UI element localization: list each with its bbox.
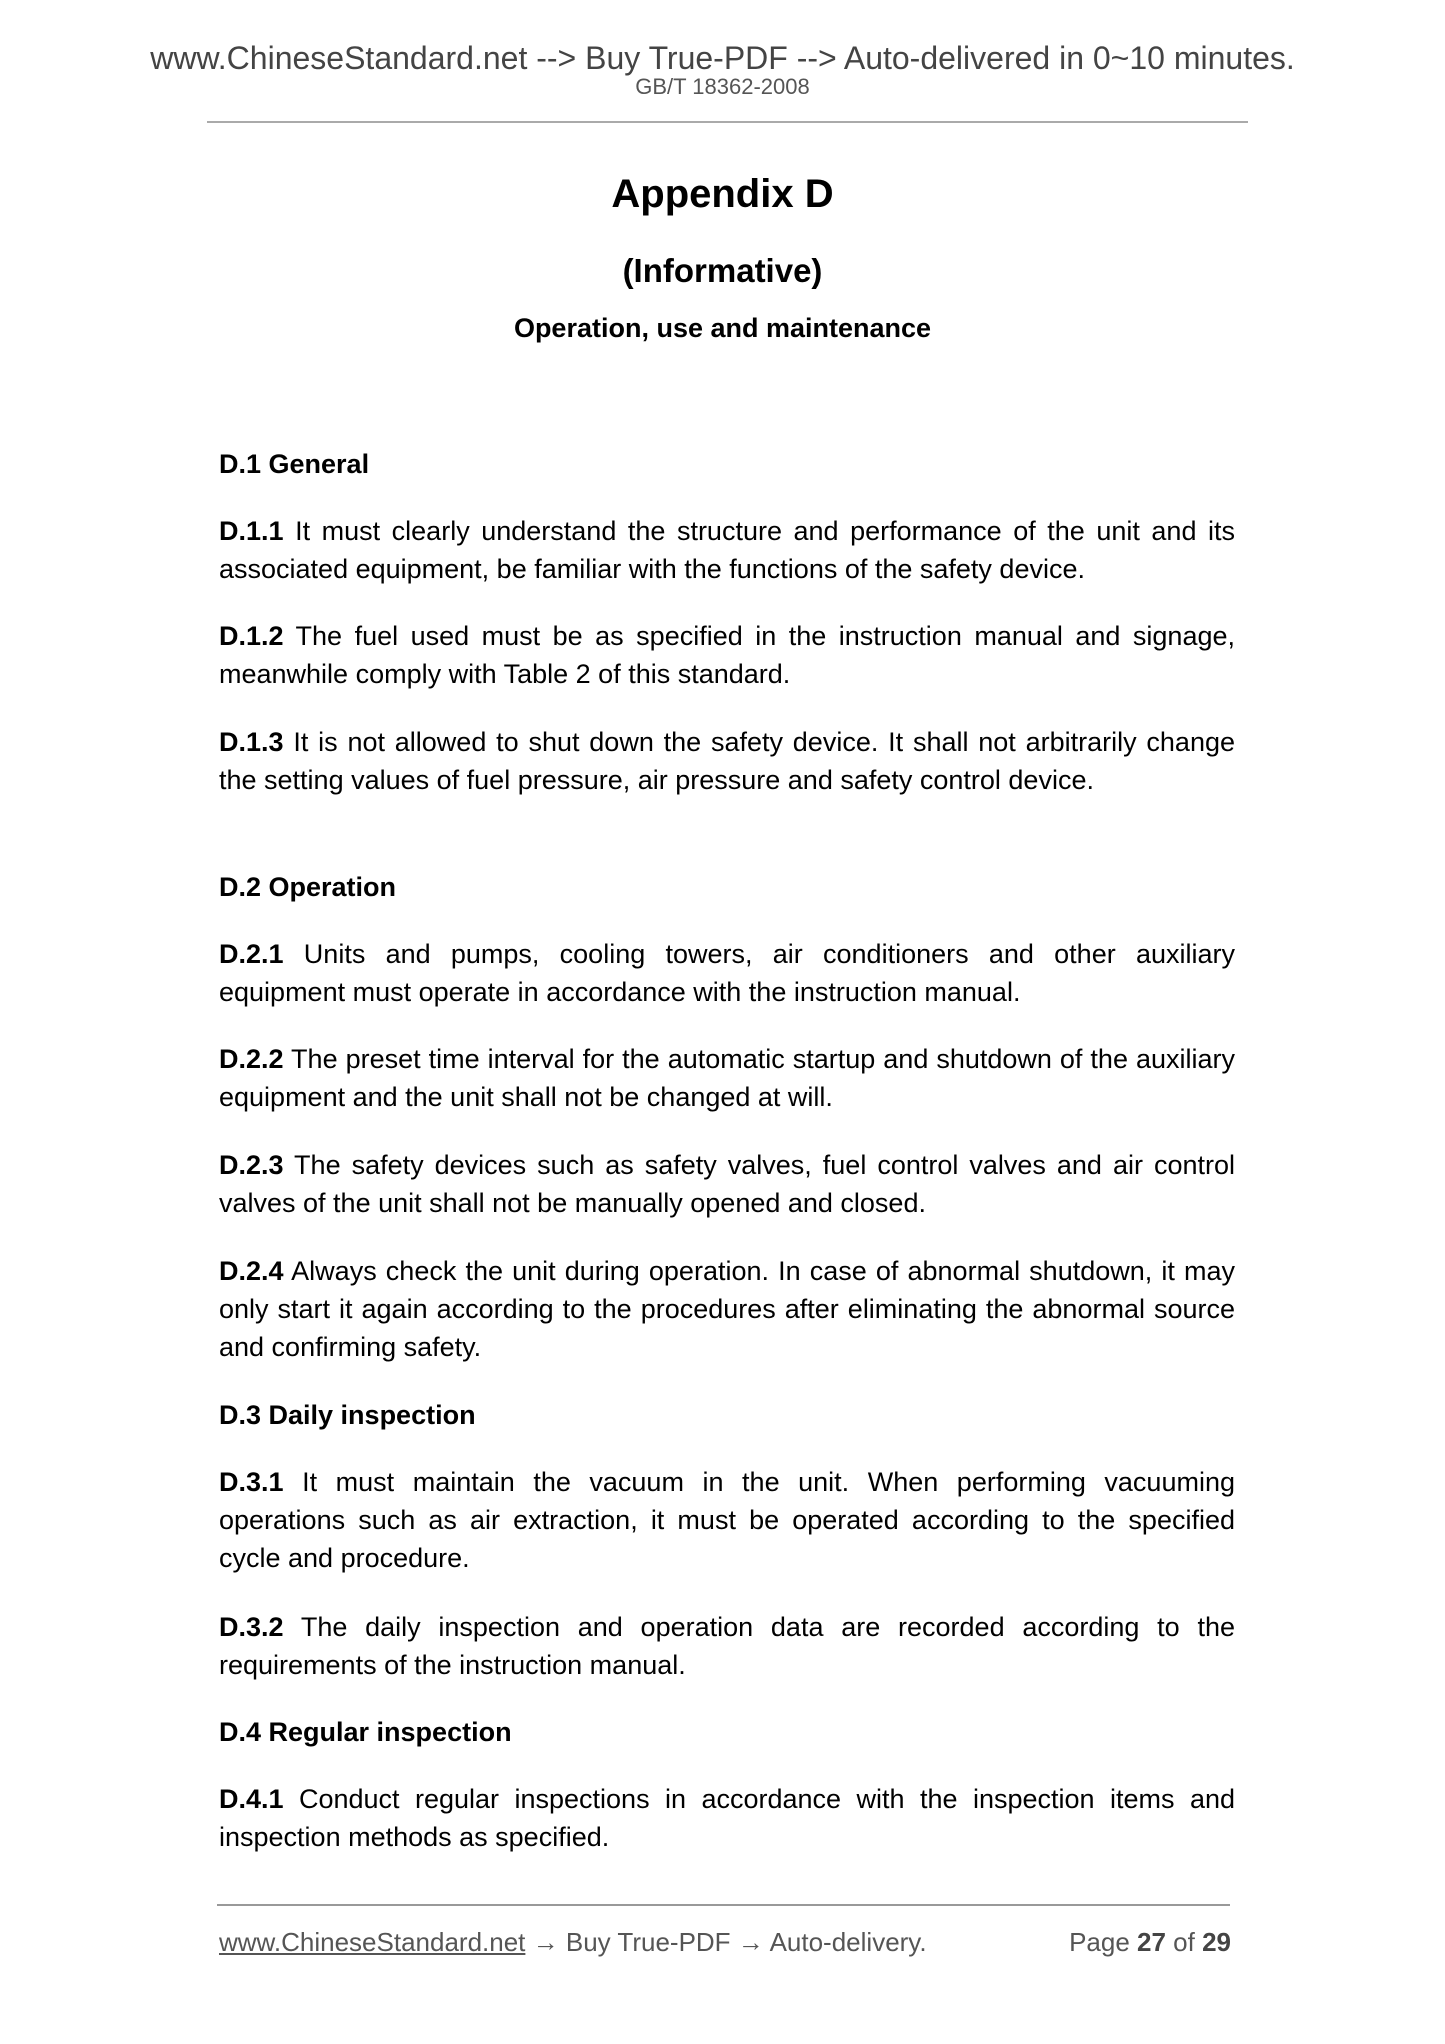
clause-number: D.3.1 [219, 1467, 284, 1497]
clause-text: It must maintain the vacuum in the unit. When performing vacuuming operations such as air extraction, it must be operated according to the specified cycle and procedure. [219, 1467, 1235, 1573]
section-heading: D.2 Operation [219, 872, 397, 902]
clause-text: Units and pumps, cooling towers, air conditioners and other auxiliary equipment must operate in accordance with the instruction manual. [219, 939, 1235, 1007]
clause [219, 617, 1235, 693]
standard-number: GB/T 18362-2008 [635, 74, 810, 99]
clause [219, 1780, 1235, 1856]
clause-text: It must clearly understand the structure and performance of the unit and its associated equipment, be familiar with the functions of the safety device. [219, 516, 1235, 584]
clause-number: D.1.1 [219, 516, 284, 546]
appendix-type: (Informative) [622, 252, 823, 289]
header-divider [207, 121, 1248, 123]
clause-number: D.2.2 [219, 1044, 284, 1074]
page-total: 29 [1202, 1927, 1231, 1957]
clause-text: Conduct regular inspections in accordance with the inspection items and inspection methods as specified. [219, 1784, 1235, 1852]
clause-text: Always check the unit during operation. In case of abnormal shutdown, it may only start it again according to the procedures after eliminating the abnormal source and confirming safety. [219, 1256, 1235, 1362]
clause-text: The daily inspection and operation data are recorded according to the requirements of the instruction manual. [219, 1612, 1235, 1680]
section-heading: D.4 Regular inspection [219, 1717, 512, 1747]
clause [219, 1252, 1235, 1366]
clause-number: D.1.3 [219, 727, 284, 757]
clause-text: The preset time interval for the automatic startup and shutdown of the auxiliary equipment and the unit shall not be changed at will. [219, 1044, 1235, 1112]
footer-text: → Buy True-PDF → Auto-delivery. [525, 1927, 927, 1957]
clause-number: D.3.2 [219, 1612, 284, 1642]
footer-divider [217, 1904, 1230, 1906]
clause [219, 935, 1235, 1011]
clause-number: D.4.1 [219, 1784, 284, 1814]
appendix-title: Appendix D [611, 172, 834, 216]
clause-number: D.2.4 [219, 1256, 284, 1286]
clause [219, 1463, 1235, 1577]
of-label: of [1165, 1927, 1203, 1957]
clause [219, 1608, 1235, 1684]
page-number: 27 [1137, 1927, 1166, 1957]
header-banner: www.ChineseStandard.net --> Buy True-PDF --> Auto-delivered in 0~10 minutes. [150, 40, 1295, 76]
section-heading: D.3 Daily inspection [219, 1400, 476, 1430]
clause [219, 1040, 1235, 1116]
clause-text: It is not allowed to shut down the safety device. It shall not arbitrarily change the setting values of fuel pressure, air pressure and safety control device. [219, 727, 1235, 795]
section-heading: D.1 General [219, 449, 370, 479]
clause-number: D.2.3 [219, 1150, 284, 1180]
page-indicator [1069, 1926, 1231, 1958]
clause-number: D.2.1 [219, 939, 284, 969]
page-label: Page [1069, 1927, 1138, 1957]
clause-number: D.1.2 [219, 621, 284, 651]
clause-text: The safety devices such as safety valves, fuel control valves and air control valves of the unit shall not be manually opened and closed. [219, 1150, 1235, 1218]
footer [219, 1926, 1231, 1958]
clause [219, 512, 1235, 588]
clause [219, 723, 1235, 799]
footer-link[interactable]: www.ChineseStandard.net [219, 1927, 526, 1957]
clause [219, 1146, 1235, 1222]
appendix-subject: Operation, use and maintenance [513, 313, 932, 343]
clause-text: The fuel used must be as specified in the instruction manual and signage, meanwhile comply with Table 2 of this standard. [219, 621, 1235, 689]
